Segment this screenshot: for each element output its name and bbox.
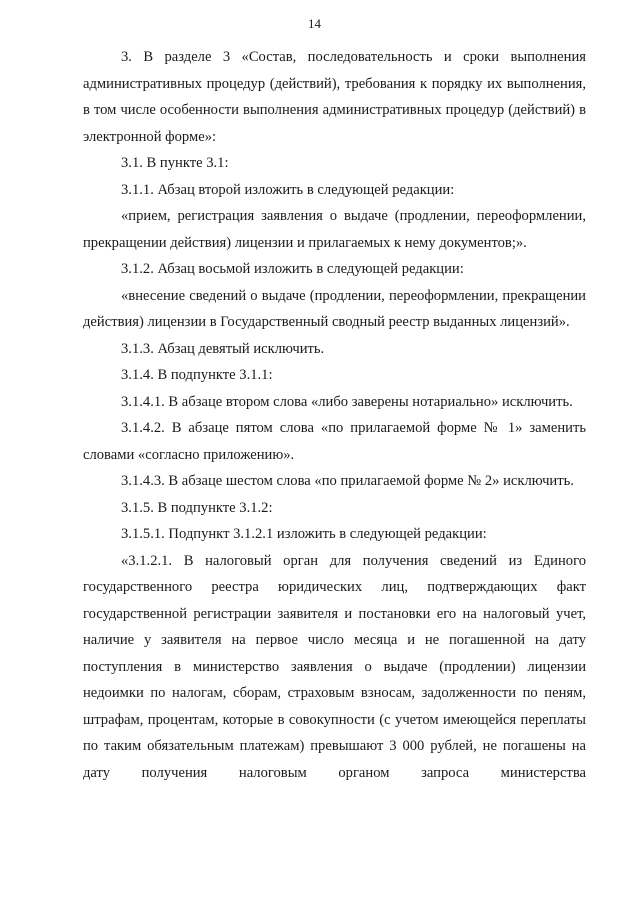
page-number: 14 <box>308 16 321 31</box>
paragraph-3-1-2-text: «внесение сведений о выдаче (продлении, переоформлении, прекращении действия) лицензии в Государственный сводный реестр выданных лицензий». <box>83 287 586 330</box>
paragraph-section-3: 3. В разделе 3 «Состав, последовательность и сроки выполнения административных процедур (действий), требования к порядку их выполнения, в том числе особенности выполнения административных процедур (действий) в электронной форме»: <box>83 49 586 145</box>
paragraph-3-1-2-1-text: «3.1.2.1. В налоговый орган для получения сведений из Единого государственного реестра юридических лиц, подтверждающих факт государственной регистрации заявителя и постановки его на налоговый учет, наличие у заявителя на первое число месяца и не погашенной на дату поступления в министерство заявления о выдаче (продлении) лицензии недоимки по налогам, сборам, страховым взносам, задолженности по пеням, штрафам, процентам, которые в совокупности (с учетом имеющейся переплаты по таким обязательным платежам) превышают 3 000 рублей, не погашены на дату получения налоговым органом запроса министерства <box>83 552 586 781</box>
paragraph-3-1-3: 3.1.3. Абзац девятый исключить. <box>121 340 325 357</box>
paragraph-3-1-4-2: 3.1.4.2. В абзаце пятом слова «по прилагаемой форме № 1» заменить словами «согласно приложению». <box>83 420 586 463</box>
paragraph-3-1-1-text: «прием, регистрация заявления о выдаче (продлении, переоформлении, прекращении действия) лицензии и прилагаемых к нему документов;». <box>83 208 586 251</box>
paragraph-3-1-4-1: 3.1.4.1. В абзаце втором слова «либо заверены нотариально» исключить. <box>121 393 573 410</box>
paragraph-3-1: 3.1. В пункте 3.1: <box>121 155 229 171</box>
document-body <box>83 44 586 786</box>
paragraph-3-1-4-3: 3.1.4.3. В абзаце шестом слова «по прилагаемой форме № 2» исключить. <box>121 473 574 489</box>
paragraph-3-1-5: 3.1.5. В подпункте 3.1.2: <box>121 499 273 516</box>
paragraph-3-1-2: 3.1.2. Абзац восьмой изложить в следующей редакции: <box>121 261 464 277</box>
paragraph-3-1-5-1: 3.1.5.1. Подпункт 3.1.2.1 изложить в следующей редакции: <box>121 526 487 542</box>
paragraph-3-1-1: 3.1.1. Абзац второй изложить в следующей редакции: <box>121 181 455 198</box>
paragraph-3-1-4: 3.1.4. В подпункте 3.1.1: <box>121 367 273 383</box>
